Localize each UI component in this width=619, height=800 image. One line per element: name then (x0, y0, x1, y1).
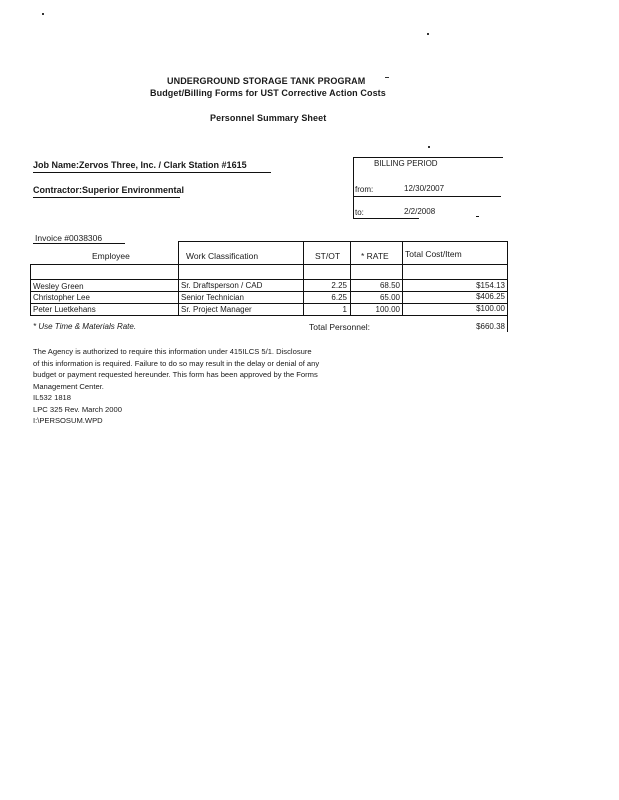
form-subtitle: Budget/Billing Forms for UST Corrective Action Costs (150, 88, 386, 98)
table-row-total: $406.25 (476, 292, 505, 301)
job-name (33, 160, 247, 170)
table-row-stot: 2.25 (331, 281, 347, 290)
scan-speck (427, 33, 429, 35)
total-personnel-label: Total Personnel: (309, 322, 370, 332)
authorization-notes (33, 346, 383, 427)
billing-to-value: 2/2/2008 (404, 207, 436, 216)
table-row-employee: Wesley Green (33, 282, 84, 291)
table-col-border (178, 241, 179, 315)
scan-speck (385, 77, 389, 78)
note-line: The Agency is authorized to require this information under 415ILCS 5/1. Disclosure (33, 347, 312, 356)
billing-from-underline (353, 196, 501, 197)
billing-to-underline-end (476, 216, 479, 217)
table-row-rate: 100.00 (375, 305, 400, 314)
table-row-rate: 68.50 (379, 281, 400, 290)
table-row-total: $154.13 (476, 281, 505, 290)
table-top-border (178, 241, 507, 242)
table-col-border (303, 241, 304, 315)
job-name-underline (33, 172, 271, 173)
job-name-label: Job Name: (33, 160, 80, 170)
program-title: UNDERGROUND STORAGE TANK PROGRAM (167, 76, 366, 86)
revision-label: LPC 325 Rev. March 2000 (33, 404, 122, 414)
contractor-label: Contractor: (33, 185, 82, 195)
col-header-total: Total Cost/Item (405, 249, 462, 259)
col-header-stot: ST/OT (315, 251, 341, 261)
billing-box-left-border (353, 157, 354, 219)
col-header-employee: Employee (92, 251, 130, 261)
note-line: Management Center. (33, 381, 104, 391)
table-row-rate: 65.00 (379, 293, 400, 302)
invoice-number: Invoice #0038306 (35, 233, 103, 243)
note-line: budget or payment requested hereunder. This form has been approved by the Forms (33, 370, 318, 379)
invoice-underline (33, 243, 125, 244)
note-line: of this information is required. Failure to do so may result in the delay or denial of any (33, 358, 320, 368)
billing-from-label: from: (355, 185, 374, 194)
contractor-value: Superior Environmental (82, 185, 185, 195)
table-col-border (507, 241, 508, 332)
table-col-border (350, 241, 351, 315)
rate-footnote: * Use Time & Materials Rate. (33, 322, 137, 331)
billing-period-title: BILLING PERIOD (374, 159, 438, 168)
col-header-rate: * RATE (361, 251, 389, 261)
table-row-stot: 6.25 (331, 293, 347, 302)
form-number: IL532 1818 (33, 393, 72, 402)
scan-speck (42, 13, 44, 15)
billing-from-value: 12/30/2007 (404, 184, 445, 193)
table-row-classification: Sr. Draftsperson / CAD (181, 281, 263, 290)
table-row-divider (30, 279, 507, 280)
table-row-employee: Christopher Lee (33, 293, 90, 302)
table-col-border (30, 264, 31, 315)
job-name-value: Zervos Three, Inc. / Clark Station #1615 (79, 160, 247, 170)
table-header-divider (30, 264, 507, 265)
sheet-title: Personnel Summary Sheet (210, 113, 327, 123)
table-bottom-border (30, 315, 507, 316)
scan-speck (428, 146, 430, 148)
table-row-classification: Senior Technician (181, 293, 245, 302)
billing-box-top-border (353, 157, 503, 158)
table-row-total: $100.00 (476, 304, 505, 313)
billing-to-label: to: (355, 208, 364, 217)
table-row-employee: Peter Luetkehans (33, 305, 96, 314)
contractor (33, 185, 184, 195)
contractor-underline (33, 197, 180, 198)
table-row-classification: Sr. Project Manager (181, 305, 252, 314)
file-path: I:\PERSOSUM.WPD (33, 416, 103, 425)
table-row-stot: 1 (342, 305, 347, 314)
billing-to-underline (353, 218, 419, 219)
total-personnel-value: $660.38 (476, 322, 505, 331)
col-header-classification: Work Classification (186, 251, 259, 261)
